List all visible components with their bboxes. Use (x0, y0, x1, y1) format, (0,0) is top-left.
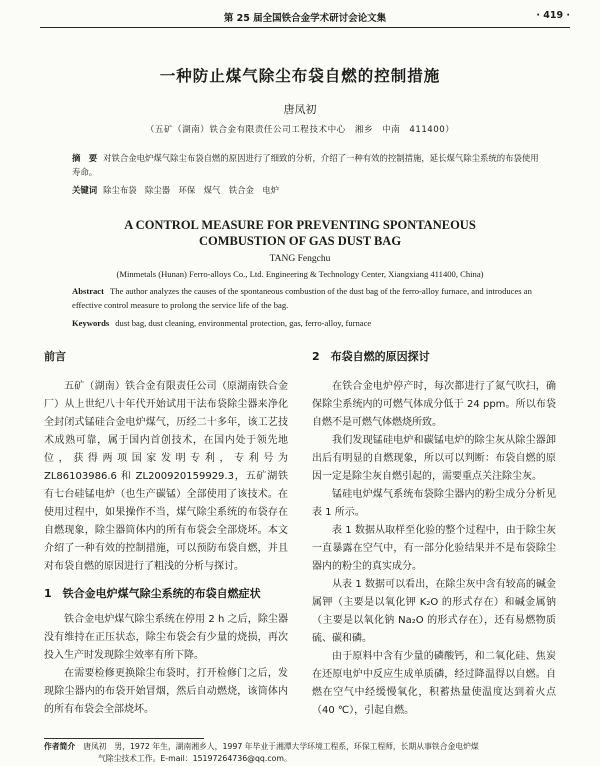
abstract-en (72, 284, 540, 312)
author-footnote (44, 741, 564, 765)
footnote-line1: 唐凤初 男，1972 年生，湖南湘乡人，1997 年毕业于湘潭大学环境工程系，环保工程师，长期从事铁合金电炉煤 (83, 742, 479, 751)
section-2-paragraph: 由于原料中含有少量的磷酸钙，和二氧化硅、焦炭在还原电炉中反应生成单质磷，经过降温得以自燃。自燃在空气中经缓慢氧化，积蓄热量使温度达到着火点（40 ℃），引起自燃。 (312, 651, 556, 716)
keywords-zh (72, 184, 540, 196)
running-header (40, 8, 570, 28)
preface-paragraph: 五矿（湖南）铁合金有限责任公司（原湖南铁合金厂）从上世纪八十年代开始试用干法布袋除尘器来净化全封闭式锰硅合金电炉煤气，历经二十多年，该工艺技术成熟可靠，属于国内首创技术，在国内处于领先地位，获得两项国家发明专利，专利号为 ZL86103986.6 和 ZL200920159929.3，五矿湖铁有七台硅锰电炉（也生产碳锰）全部使用了该技术。在使用过程中，如果操作不当，煤气除尘系统的布袋存在自燃现象，除尘器筒体内的所有布袋会全部烧坏。本文介绍了一种有效的控制措施，可以预防布袋自燃，并且对布袋自燃的原因进行了粗浅的分析与探讨。 (44, 381, 288, 572)
section-2-heading: 2 布袋自燃的原因探讨 (312, 350, 430, 363)
affiliation-en: (Minmetals (Hunan) Ferro-alloys Co., Ltd. Engineering & Technology Center, Xiangxiang 411400, China) (116, 269, 484, 279)
section-2-paragraph: 锰硅电炉煤气系统布袋除尘器内的粉尘成分分析见表 1 所示。 (312, 489, 556, 518)
footnote-label: 作者简介 (44, 742, 76, 751)
section-1-paragraph: 在需要检修更换除尘布袋时，打开检修门之后，发现除尘器内的布袋开始冒烟，然后自动燃烧，该筒体内的所有布袋会全部烧坏。 (44, 668, 288, 715)
keywords-en-text: dust bag, dust cleaning, environmental protection, gas, ferro-alloy, furnace (115, 318, 372, 328)
section-1-heading: 1 铁合金电炉煤气除尘系统的布袋自燃症状 (44, 587, 261, 600)
section-2-paragraph: 在铁合金电炉停产时，每次都进行了氮气吹扫，确保除尘系统内的可燃气体成分低于 24 ppm。所以布袋自燃不是可燃气体燃烧所致。 (312, 381, 556, 428)
keywords-zh-text: 除尘布袋 除尘器 环保 煤气 铁合金 电炉 (103, 185, 279, 195)
journal-title: 第 25 届全国铁合金学术研讨会论文集 (223, 13, 387, 24)
author-en: TANG Fengchu (269, 254, 331, 264)
section-2-paragraph: 从表 1 数据可以看出，在除尘灰中含有较高的碱金属钾（主要是以氧化钾 K₂O 的形式存在）和碱金属钠（主要是以氧化钠 Na₂O 的形式存在），还有易燃物质硫、碳和磷。 (312, 579, 556, 644)
paper-title-en-line2: COMBUSTION OF GAS DUST BAG (198, 234, 402, 248)
abstract-en-label: Abstract (72, 286, 104, 296)
author-zh: 唐凤初 (283, 103, 317, 116)
keywords-en (72, 318, 540, 328)
abstract-en-text: The author analyzes the causes of the spontaneous combustion of the dust bag of the ferro-alloy furnace, and introduces an effective control measure to prolong the service life of the bag. (72, 286, 532, 310)
keywords-zh-label: 关键词 (72, 185, 98, 195)
affiliation-zh: （五矿（湖南）铁合金有限责任公司工程技术中心 湘乡 中南 411400） (145, 125, 455, 135)
paper-title-zh: 一种防止煤气除尘布袋自燃的控制措施 (159, 67, 441, 85)
section-1-paragraph: 铁合金电炉煤气除尘系统在停用 2 h 之后，除尘器没有维持在正压状态，除尘布袋会有少量的烧损，再次投入生产时发现除尘效率有所下降。 (44, 614, 288, 661)
left-column (44, 348, 288, 719)
page-number: · 419 · (536, 10, 570, 21)
footnote-line2: 气除尘技术工作。E-mail：15197264736@qq.com。 (98, 754, 292, 763)
keywords-en-label: Keywords (72, 318, 110, 328)
abstract-zh-label: 摘 要 (72, 153, 98, 163)
section-2-paragraph: 表 1 数据从取样至化验的整个过程中，由于除尘灰一直暴露在空气中，有一部分化验结果并不是布袋除尘器内的粉尘的真实成分。 (312, 525, 556, 572)
footnote-rule (44, 738, 204, 739)
paper-title-en-line1: A CONTROL MEASURE FOR PREVENTING SPONTANEOUS (124, 218, 476, 232)
abstract-zh (72, 151, 540, 179)
preface-heading: 前言 (44, 350, 66, 363)
abstract-zh-text: 对铁合金电炉煤气除尘布袋自燃的原因进行了细致的分析，介绍了一种有效的控制措施，延长煤气除尘系统的布袋使用寿命。 (72, 153, 539, 177)
paper-title-en (0, 217, 600, 249)
right-column (312, 348, 556, 720)
section-2-paragraph: 我们发现锰硅电炉和碳锰电炉的除尘灰从除尘器卸出后有明显的自燃现象，所以可以判断：布袋自燃的原因一定是除尘灰自燃引起的，需要重点关注除尘灰。 (312, 435, 556, 482)
